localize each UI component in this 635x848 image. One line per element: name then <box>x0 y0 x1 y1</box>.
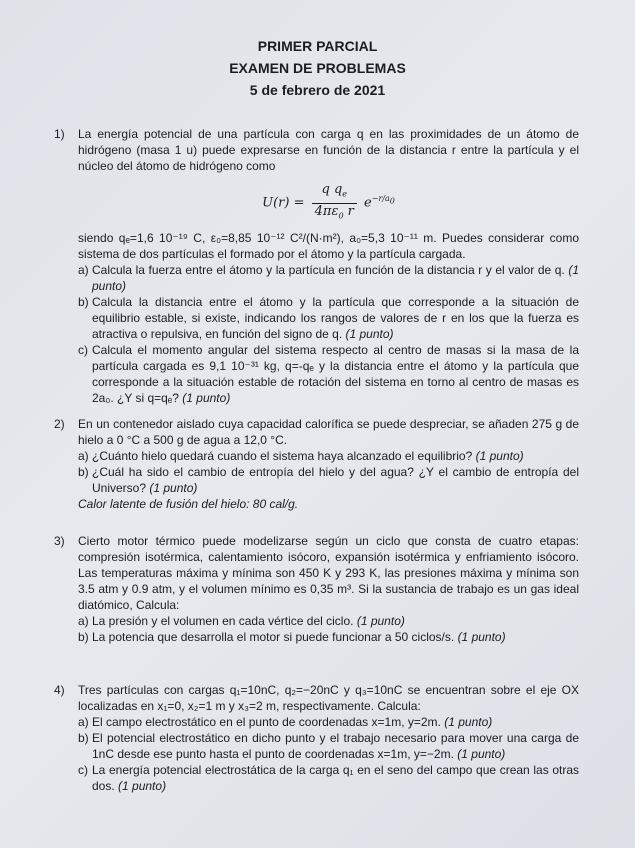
problem-1 <box>54 126 579 406</box>
points-label: (1 punto) <box>475 449 524 463</box>
exam-title: PRIMER PARCIAL <box>257 38 378 54</box>
points-label: (1 punto) <box>457 747 506 761</box>
problem-number: 2) <box>54 417 65 431</box>
subquestion-a <box>78 262 579 294</box>
exam-date: 5 de febrero de 2021 <box>249 82 386 98</box>
subquestion-label: a) <box>78 263 89 278</box>
subquestion-a <box>78 613 579 629</box>
problem-statement: En un contenedor aislado cuya capacidad calorífica se puede despreciar, se añaden 275 g de hielo a 0 °C a 500 g de agua a 12,0 °C. <box>78 417 579 447</box>
problem-statement: La energía potencial de una partícula con carga q en las proximidades de un átomo de hidrógeno (masa 1 u) puede expresarse en función de la distancia r entre la partícula y el núcleo del átomo de hidrógeno como <box>78 127 579 173</box>
subquestion-text: Calcula el momento angular del sistema respecto al centro de masas si la masa de la partícula cargada es 9,1 10⁻³¹ kg, q=-qₑ y la distancia entre el átomo y la partícula que corresponde a la situación estable de rotación del sistema en torno al centro de masas es 2a₀. ¿Y si q=qₑ? <box>92 343 579 406</box>
subquestion-b <box>78 629 579 645</box>
points-label: (1 punto) <box>356 614 405 628</box>
subquestion-text: La energía potencial electrostática de la carga q₁ en el seno del campo que crean las otras dos. <box>92 763 579 793</box>
formula-denominator-sub: 0 <box>338 211 344 221</box>
formula-fraction <box>312 182 357 224</box>
points-label: (1 punto) <box>92 263 579 294</box>
subquestion-b <box>78 294 579 342</box>
subquestion-a <box>78 714 579 730</box>
given-constants: siendo qₑ=1,6 10⁻¹⁹ C, ε₀=8,85 10⁻¹² C²/(N·m²), a₀=5,3 10⁻¹¹ m. Puedes considerar como sistema de dos partículas el formado por el átomo y la partícula cargada. <box>78 231 579 262</box>
subquestion-text: ¿Cuánto hielo quedará cuando el sistema haya alcanzado el equilibrio? <box>92 449 473 463</box>
points-label: (1 punto) <box>149 481 198 495</box>
formula-exponent: −r/a <box>371 194 390 204</box>
formula-numerator: q q <box>321 182 343 197</box>
subquestion-b <box>78 464 579 496</box>
problem-3 <box>54 533 579 645</box>
subquestion-text: La presión y el volumen en cada vértice del ciclo. <box>92 614 354 628</box>
potential-energy-formula <box>78 182 579 224</box>
points-label: (1 punto) <box>345 327 394 342</box>
formula-exp-base: e <box>364 195 372 211</box>
points-label: (1 punto) <box>118 779 167 793</box>
subquestion-text: Calcula la fuerza entre el átomo y la partícula en función de la distancia r y el valor de q. <box>92 263 565 278</box>
subquestion-text: La potencia que desarrolla el motor si puede funcionar a 50 ciclos/s. <box>92 630 455 644</box>
subquestion-label: c) <box>78 763 88 777</box>
problem-2 <box>54 416 579 512</box>
subquestion-label: a) <box>78 715 89 729</box>
formula-denominator-tail: r <box>343 203 354 219</box>
problem-statement: Tres partículas con cargas q₁=10nC, q₂=−20nC y q₃=10nC se encuentran sobre el eje OX localizadas en x₁=0, x₂=1 m y x₃=2 m, respectivamente. Calcula: <box>78 683 579 713</box>
subquestion-text: El campo electrostático en el punto de coordenadas x=1m, y=2m. <box>92 715 441 729</box>
subquestion-label: b) <box>78 465 89 479</box>
exam-subtitle: EXAMEN DE PROBLEMAS <box>229 60 406 76</box>
subquestion-a <box>78 448 579 464</box>
formula-numerator-sub: e <box>342 189 348 199</box>
problem-4 <box>54 682 579 794</box>
formula-denominator: 4πε <box>314 203 339 219</box>
subquestion-b <box>78 730 579 762</box>
formula-exponent-sub: 0 <box>389 196 395 206</box>
subquestion-c <box>78 762 579 794</box>
problem-number: 1) <box>54 127 65 141</box>
subquestion-label: a) <box>78 614 89 628</box>
subquestion-label: a) <box>78 449 89 463</box>
points-label: (1 punto) <box>444 715 493 729</box>
points-label: (1 punto) <box>457 630 506 644</box>
latent-heat-note: Calor latente de fusión del hielo: 80 cal/g. <box>78 497 299 511</box>
subquestion-c <box>78 342 579 406</box>
subquestion-label: b) <box>78 731 89 745</box>
formula-lhs: U(r) = <box>262 195 305 211</box>
subquestion-label: c) <box>78 343 88 358</box>
problem-number: 4) <box>54 683 65 697</box>
problem-number: 3) <box>54 534 65 548</box>
subquestion-label: b) <box>78 630 89 644</box>
subquestion-label: b) <box>78 295 89 310</box>
subquestion-text: El potencial electrostático en dicho punto y el trabajo necesario para mover una carga de 1nC desde ese punto hasta el punto de coordenadas x=1m, y=−2m. <box>92 731 579 761</box>
subquestion-text: ¿Cuál ha sido el cambio de entropía del hielo y del agua? ¿Y el cambio de entropía del Universo? <box>92 465 579 495</box>
subquestion-text: Calcula la distancia entre el átomo y la partícula que corresponde a la situación de equilibrio estable, si existe, indicando los rangos de valores de r en los que la fuerza es atractiva o repulsiva, en función del signo de q. <box>92 295 579 342</box>
problem-statement: Cierto motor térmico puede modelizarse según un ciclo que consta de cuatro etapas: compresión isotérmica, calentamiento isócoro, expansión isotérmica y enfriamiento isócoro. Las temperaturas máxima y mínima son 450 K y 293 K, las presiones máxima y mínima son 3.5 atm y 0.9 atm, y el volumen mínimo es 0,35 m³. Si la sustancia de trabajo es un gas ideal diatómico, Calcula: <box>78 534 579 612</box>
points-label: (1 punto) <box>182 391 231 406</box>
